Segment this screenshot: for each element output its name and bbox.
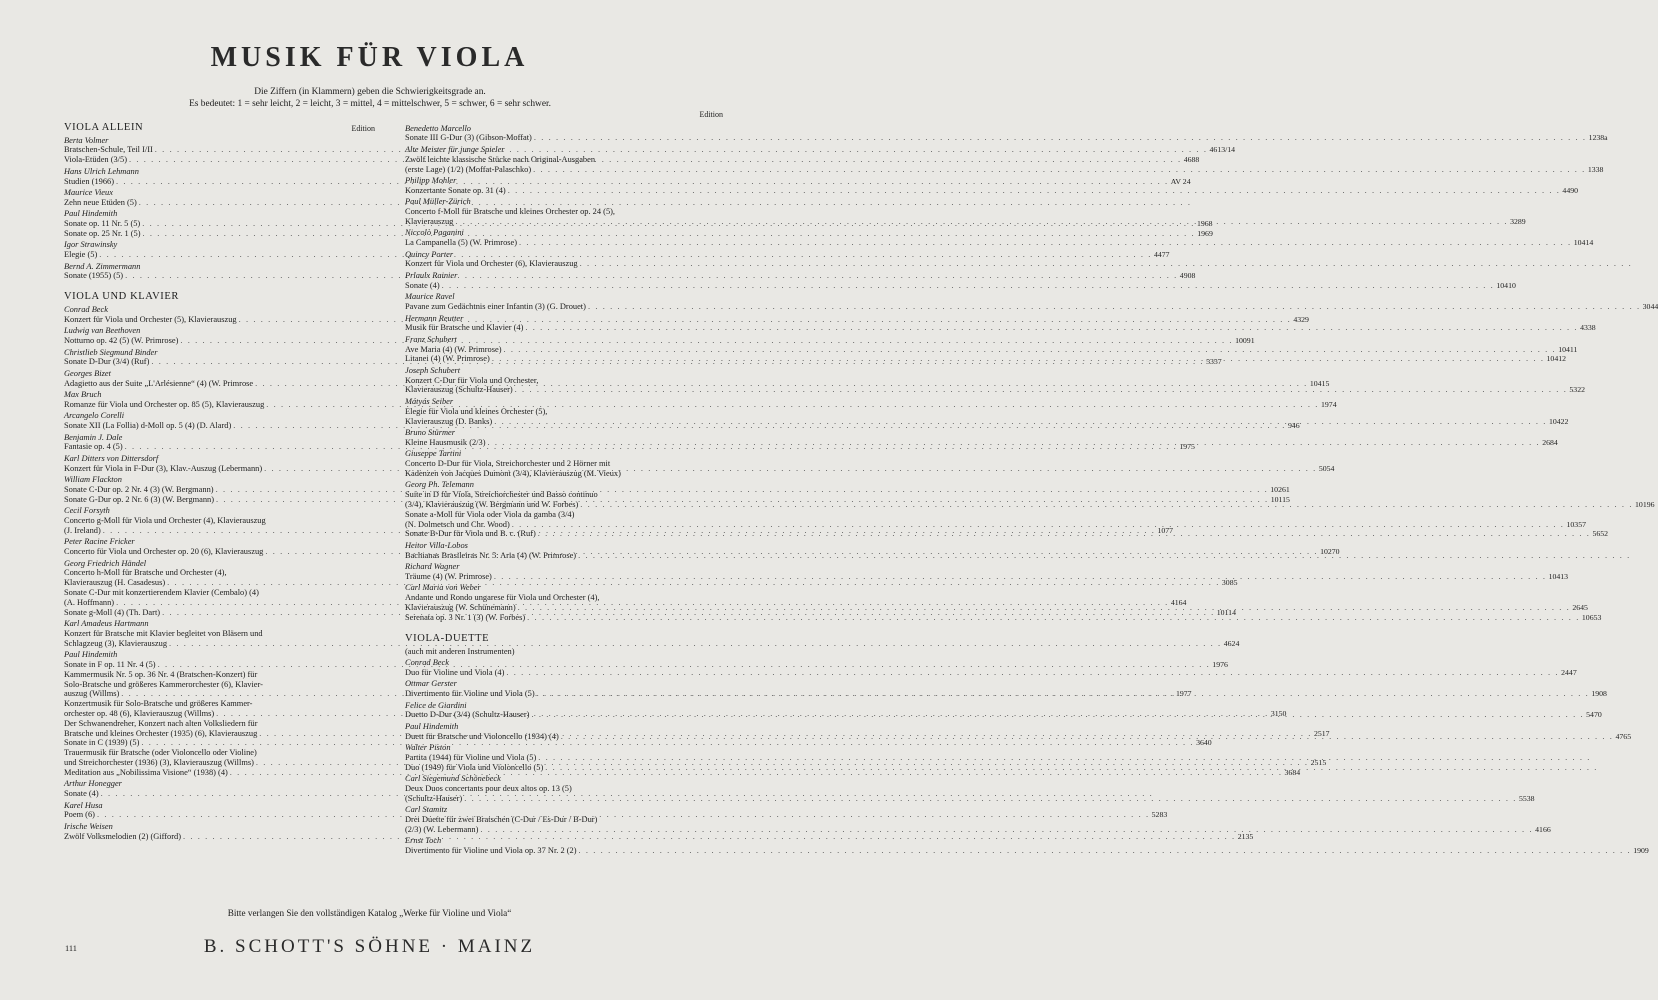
composer-name: Niccolò Paganini xyxy=(405,228,464,238)
work-line xyxy=(64,588,375,598)
work-line xyxy=(405,323,1596,333)
composer-name: Arthur Honegger xyxy=(64,779,122,789)
dot-leader xyxy=(536,753,1593,763)
edition-label-right: Edition xyxy=(699,110,723,119)
work-line xyxy=(64,198,375,208)
work-line xyxy=(405,155,711,165)
work-title: Kadenzen von Jacques Dumont (3/4), Klavierauszug (M. Vieux) xyxy=(405,468,621,478)
composer-name: Georg Ph. Telemann xyxy=(405,480,474,490)
dot-leader xyxy=(490,354,1547,364)
work-title: Concerto für Viola und Orchester op. 20 (6), Klavierauszug xyxy=(64,547,264,557)
work-line xyxy=(405,385,1585,395)
dot-leader xyxy=(513,385,1570,395)
edition-number: 4164 xyxy=(1170,597,1187,607)
edition-number: 1908 xyxy=(1591,689,1607,699)
work-title: Zehn neue Etüden (5) xyxy=(64,197,137,207)
work-title: Drei Duette für zwei Bratschen (C-Dur / Es-Dur / B-Dur) xyxy=(405,815,598,825)
edition-number: 4490 xyxy=(1562,185,1579,195)
dot-leader xyxy=(578,500,1635,510)
edition-number: 5652 xyxy=(1592,529,1609,539)
edition-number: 10196 xyxy=(1635,500,1655,509)
composer-name: Berta Volmer xyxy=(64,135,109,145)
work-line xyxy=(64,670,375,680)
edition-label: Edition xyxy=(351,124,375,134)
edition-number: 4338 xyxy=(1580,323,1596,333)
edition-number: 10091 xyxy=(1235,336,1255,346)
composer-name: Paul Hindemith xyxy=(405,721,459,731)
edition-number: 5357 xyxy=(1206,357,1222,367)
edition-number: 1968 xyxy=(1196,219,1213,229)
edition-number: 10414 xyxy=(1573,238,1594,248)
catalog-entry xyxy=(405,562,1569,582)
page-number: 111 xyxy=(65,944,77,953)
work-title: (erste Lage) (1/2) (Moffat-Palaschko) xyxy=(405,164,532,174)
work-line xyxy=(405,846,1649,856)
dot-leader xyxy=(462,794,1519,804)
work-title: Zwölf Volksmelodien (2) (Gifford) xyxy=(64,831,181,841)
work-title: Sonate op. 25 Nr. 1 (5) xyxy=(64,228,141,238)
work-line xyxy=(405,459,711,469)
dot-leader xyxy=(492,572,1549,582)
dot-leader xyxy=(516,603,1573,613)
edition-number: 10261 xyxy=(1270,485,1290,495)
composer-name: Ludwig van Beethoven xyxy=(64,326,141,336)
edition-number: 1977 xyxy=(1175,689,1192,699)
work-title: Fantasie op. 4 (5) xyxy=(64,442,123,452)
work-title: Suite in D für Viola, Streichorchester und Basso continuo xyxy=(405,490,598,500)
composer-name: Franz Schubert xyxy=(405,334,457,344)
work-title: Ave Maria (4) (W. Primrose) xyxy=(405,344,502,354)
intro-line-1: Die Ziffern (in Klammern) geben die Schwierigkeitsgrade an. xyxy=(254,87,486,97)
composer-name: Carl Stamitz xyxy=(405,805,448,815)
work-title: Klavierauszug (W. Schünemann) xyxy=(405,603,516,613)
work-title: Sonate (4) xyxy=(405,280,440,290)
edition-number: 4765 xyxy=(1615,731,1632,741)
work-title: Poem (6) xyxy=(64,810,95,820)
work-title: auszug (Willms) xyxy=(64,689,120,699)
work-title: Kammermusik Nr. 5 op. 36 Nr. 4 (Bratschen-Konzert) für xyxy=(64,669,258,679)
work-title: Divertimento für Violine und Viola op. 37 Nr. 2 (2) xyxy=(405,846,577,856)
composer-name: Paul Hindemith xyxy=(64,209,118,219)
work-title: Duo für Violine und Viola (4) xyxy=(405,667,505,677)
composer-name: Paul Müller-Zürich xyxy=(405,197,471,207)
dot-leader xyxy=(543,763,1600,773)
composer-name: Conrad Beck xyxy=(64,304,108,314)
section-title-viola-klavier: VIOLA UND KLAVIER xyxy=(64,291,179,303)
composer-name: Quincy Porter xyxy=(405,249,454,259)
work-title: Konzertmusik für Solo-Bratsche und größeres Kammer- xyxy=(64,699,253,709)
work-title: Romanze für Viola und Orchester op. 85 (5), Klavierauszug xyxy=(64,399,265,409)
catalog-notice: Bitte verlangen Sie den vollständigen Katalog „Werke für Violine und Viola“ xyxy=(227,908,512,918)
edition-number: 5470 xyxy=(1586,710,1602,720)
composer-name: Hermann Reutter xyxy=(405,313,464,323)
work-line xyxy=(405,259,711,269)
composer-name: Giuseppe Tartini xyxy=(405,449,462,459)
work-title: Concerto g-Moll für Viola und Orchester (4), Klavierauszug xyxy=(64,516,266,526)
work-title: Klavierauszug xyxy=(405,216,454,226)
dot-leader xyxy=(502,345,1559,355)
composer-name: Arcangelo Corelli xyxy=(64,411,125,421)
composer-name: Benjamin J. Dale xyxy=(64,432,123,442)
dot-leader xyxy=(510,520,1567,530)
dot-leader xyxy=(492,417,1549,427)
work-title: Konzertante Sonate op. 31 (4) xyxy=(405,185,506,195)
composer-name: Felice de Giardini xyxy=(405,700,467,710)
edition-number: 4613/14 xyxy=(1209,145,1236,155)
work-line xyxy=(405,469,711,479)
edition-number: 946 xyxy=(1287,421,1300,431)
work-title: Sonate G-Dur op. 2 Nr. 6 (3) (W. Bergmann) xyxy=(64,494,215,504)
edition-number: 10115 xyxy=(1270,494,1290,504)
work-line xyxy=(405,490,711,500)
work-line xyxy=(405,280,1516,291)
dot-leader xyxy=(523,323,1580,333)
intro-text xyxy=(60,87,680,110)
composer-name: Heitor Villa-Lobos xyxy=(405,540,468,550)
work-title: Elegie für Viola und kleines Orchester (5), xyxy=(405,406,548,416)
work-title: Concerto h-Moll für Bratsche und Orchester (4), xyxy=(64,568,227,578)
dot-leader xyxy=(559,732,1616,742)
work-title: Sonate (1955) (5) xyxy=(64,271,124,281)
work-line xyxy=(405,500,1655,510)
composer-name: Carl Siegemund Schönebeck xyxy=(405,774,501,784)
work-title: Sonate in F op. 11 Nr. 4 (5) xyxy=(64,660,156,669)
work-title: Meditation aus „Nobilissima Visione“ (1938) (4) xyxy=(64,767,228,777)
edition-number: 1975 xyxy=(1179,442,1195,452)
edition-number: 10357 xyxy=(1566,519,1586,529)
edition-number: 1238a xyxy=(1588,133,1608,143)
work-line xyxy=(405,164,1604,175)
composer-name: Carl Maria von Weber xyxy=(405,583,481,593)
work-line xyxy=(64,748,375,758)
work-line xyxy=(405,302,1658,312)
work-title: Sonate in C (1939) (5) xyxy=(64,738,140,748)
work-title: Sonate (4) xyxy=(64,789,99,799)
work-title: Sonate g-Moll (4) (Th. Dart) xyxy=(64,607,161,617)
work-title: Viola-Etüden (3/5) xyxy=(64,155,127,165)
dot-leader xyxy=(535,689,1592,699)
work-line xyxy=(64,719,375,729)
edition-number: AV 24 xyxy=(1170,176,1191,186)
dot-leader xyxy=(440,281,1497,291)
edition-number: 10413 xyxy=(1548,571,1569,581)
edition-number: 3289 xyxy=(1510,216,1526,226)
work-title: La Campanella (5) (W. Primrose) xyxy=(405,238,518,248)
edition-number: 2515 xyxy=(1310,757,1327,767)
work-title: Sonate D-Dur (3/4) (Ruf) xyxy=(64,357,150,367)
composer-name: Walter Piston xyxy=(405,743,451,753)
work-line xyxy=(405,593,711,603)
edition-number: 10422 xyxy=(1548,416,1569,426)
edition-number: 1909 xyxy=(1633,846,1649,856)
catalog-entry xyxy=(64,188,375,208)
dot-leader xyxy=(532,133,1589,143)
work-line xyxy=(405,784,711,794)
edition-number: 3640 xyxy=(1196,738,1212,748)
dot-leader xyxy=(504,668,1561,678)
catalog-entry xyxy=(64,779,375,799)
work-line xyxy=(405,238,1594,248)
edition-number: 5322 xyxy=(1569,385,1585,395)
composer-name: Georg Friedrich Händel xyxy=(64,558,147,568)
dot-leader xyxy=(536,529,1593,539)
work-title: (3/4), Klavierauszug (W. Bergmann und W. Forbes) xyxy=(405,500,579,509)
work-title: Duett für Bratsche und Violoncello (1934) (4) xyxy=(405,731,559,741)
dot-leader xyxy=(586,302,1643,312)
work-title: Konzert für Viola und Orchester (5), Klavierauszug xyxy=(64,314,237,324)
dot-leader xyxy=(453,217,1510,227)
composer-name: Richard Wagner xyxy=(405,562,460,572)
work-line xyxy=(405,185,1579,196)
work-line xyxy=(64,789,375,799)
edition-number: 3150 xyxy=(1270,708,1287,718)
composer-name: Max Bruch xyxy=(64,390,102,400)
work-title: Andante und Rondo ungarese für Viola und Orchester (4), xyxy=(405,593,600,603)
composer-name: Igor Strawinsky xyxy=(64,240,118,250)
work-line xyxy=(405,344,1578,355)
work-line xyxy=(64,680,375,690)
composer-name: Prlaulx Rainier xyxy=(405,270,458,280)
work-title: Konzert für Viola in F-Dur (3), Klav.-Auszug (Lebermann) xyxy=(64,463,263,473)
catalog-entry xyxy=(405,774,1535,803)
work-title: (A. Hoffmann) xyxy=(64,597,115,607)
work-title: und Streichorchester (1936) (3), Klavierauszug (Willms) xyxy=(64,757,254,767)
edition-number: 1974 xyxy=(1321,399,1337,409)
work-title: Der Schwanendreher, Konzert nach alten Volksliedern für xyxy=(64,718,258,728)
composer-name: Hans Ulrich Lehmann xyxy=(64,166,139,176)
composer-name: Maurice Ravel xyxy=(405,292,455,302)
work-line xyxy=(405,815,711,825)
dot-leader xyxy=(577,846,1634,856)
catalog-entry xyxy=(405,449,711,478)
work-title: Konzert C-Dur für Viola und Orchester, xyxy=(405,375,539,385)
work-title: Trauermusik für Bratsche (oder Violoncello oder Violine) xyxy=(64,748,257,758)
section-header-viola-allein xyxy=(64,122,375,134)
dot-leader xyxy=(478,825,1535,835)
work-title: Sonate C-Dur mit konzertierendem Klavier (Cembalo) (4) xyxy=(64,588,259,598)
work-line xyxy=(405,763,711,773)
dot-leader xyxy=(529,710,1586,720)
work-line xyxy=(405,551,711,561)
work-line xyxy=(405,667,1577,678)
composer-name: Karel Husa xyxy=(64,800,103,810)
work-title: (2/3) (W. Lebermann) xyxy=(405,824,479,834)
work-title: Adagietto aus der Suite „L'Arlésienne“ (4) (W. Primrose xyxy=(64,378,254,388)
composer-name: Mátyás Seiber xyxy=(405,396,454,406)
work-title: orchester op. 48 (6), Klavierauszug (Willms) xyxy=(64,708,215,718)
edition-number: 1338 xyxy=(1587,164,1604,174)
catalog-entry xyxy=(405,743,711,772)
work-line xyxy=(405,824,1551,835)
dot-leader xyxy=(214,485,1271,495)
composer-name: Karl Amadeus Hartmann xyxy=(64,619,149,629)
edition-number: 10412 xyxy=(1546,354,1567,364)
dot-leader xyxy=(517,238,1574,248)
edition-number: 2684 xyxy=(1542,437,1558,447)
work-line xyxy=(64,629,375,639)
work-title: Partita (1944) für Violine und Viola (5) xyxy=(405,753,537,763)
edition-number: 4477 xyxy=(1153,250,1170,260)
work-line xyxy=(405,793,1535,804)
edition-number: 1077 xyxy=(1157,525,1174,535)
edition-number: 10411 xyxy=(1558,344,1578,354)
work-title: (J. Ireland) xyxy=(64,525,101,535)
composer-name: Cecil Forsyth xyxy=(64,506,110,516)
composer-name: Irische Weisen xyxy=(64,821,113,831)
edition-number: 2135 xyxy=(1237,831,1254,841)
work-title: Sonate B-Dur für Viola und B. c. (Ruf) xyxy=(405,529,536,539)
edition-number: 5283 xyxy=(1151,810,1168,820)
work-line xyxy=(405,753,711,763)
work-title: Deux Duos concertants pour deux altos op. 13 (5) xyxy=(405,784,572,794)
page-title: MUSIK FÜR VIOLA xyxy=(210,42,529,73)
work-title: Duo (1949) für Viola und Violoncello (5) xyxy=(405,762,544,772)
work-title: Zwölf leichte klassische Stücke nach Original-Ausgaben xyxy=(405,154,596,164)
section-title-viola-duette: VIOLA-DUETTE xyxy=(405,632,490,644)
work-title: Klavierauszug (Schultz-Hauser) xyxy=(405,385,513,395)
work-title: Studien (1966) xyxy=(64,176,115,186)
work-line xyxy=(405,133,1608,143)
composer-name: Ottmar Gerster xyxy=(405,679,457,689)
composer-name: Joseph Schubert xyxy=(405,365,461,375)
composer-name: Alte Meister für junge Spieler xyxy=(405,144,505,154)
composer-name: Paul Hindemith xyxy=(64,650,118,660)
edition-number: 4688 xyxy=(1183,155,1200,165)
work-title: Sonate XII (La Follia) d-Moll op. 5 (4) (D. Alard) xyxy=(64,421,232,431)
work-line xyxy=(405,510,711,520)
work-title: Sonate C-Dur op. 2 Nr. 4 (3) (W. Bergmann) xyxy=(64,485,214,495)
dot-leader xyxy=(525,613,1582,623)
composer-name: Karl Ditters von Dittersdorf xyxy=(64,453,159,463)
edition-number: 10415 xyxy=(1309,378,1330,388)
work-title: Divertimento für Violine und Viola (5) xyxy=(405,689,535,699)
composer-name: Philipp Mohler xyxy=(405,176,457,186)
edition-number: 10410 xyxy=(1496,280,1516,290)
edition-number: 2447 xyxy=(1561,667,1577,677)
work-title: Sonate op. 11 Nr. 5 (5) xyxy=(64,219,141,229)
work-title: Klavierauszug (H. Casadesus) xyxy=(64,578,166,588)
edition-number: 5054 xyxy=(1318,463,1335,473)
work-title: Bratsche und kleines Orchester (1935) (6), Klavierauszug xyxy=(64,728,258,738)
edition-number: 5538 xyxy=(1518,793,1535,803)
dot-leader xyxy=(506,186,1563,196)
composer-name: Benedetto Marcello xyxy=(405,123,471,133)
composer-name: Bruno Stürmer xyxy=(405,428,456,438)
edition-number: 1976 xyxy=(1212,660,1228,669)
edition-number: 10270 xyxy=(1320,547,1340,557)
edition-number: 3684 xyxy=(1284,767,1301,777)
work-line xyxy=(405,571,1569,582)
dot-leader xyxy=(578,259,1635,269)
edition-number: 4624 xyxy=(1223,638,1240,648)
edition-number: 4166 xyxy=(1535,824,1551,834)
work-title: (Schultz-Hauser) xyxy=(405,793,463,803)
composer-name: Maurice Vieux xyxy=(64,188,113,198)
composer-name: William Flackton xyxy=(64,475,122,485)
work-line xyxy=(64,699,375,709)
intro-line-2: Es bedeutet: 1 = sehr leicht, 2 = leicht, 3 = mittel, 4 = mittelschwer, 5 = schwer, 6 = sehr schwer. xyxy=(189,98,551,109)
section-title-viola-allein: VIOLA ALLEIN xyxy=(64,122,144,133)
work-title: Concerto f-Moll für Bratsche und kleines Orchester op. 24 (5), xyxy=(405,207,616,217)
work-line xyxy=(64,568,375,578)
work-title: Klavierauszug (D. Banks) xyxy=(405,416,493,426)
work-title: Sonate a-Moll für Viola oder Viola da gamba (3/4) xyxy=(405,509,575,519)
work-line xyxy=(405,207,711,217)
work-title: Bratschen-Schule, Teil I/II xyxy=(64,145,153,155)
work-title: Notturno op. 42 (5) (W. Primrose) xyxy=(64,336,179,346)
catalog-entry xyxy=(405,292,1658,312)
edition-number: 4329 xyxy=(1293,314,1309,324)
work-title: Litanei (4) (W. Primrose) xyxy=(405,354,490,364)
work-title: Sonate III G-Dur (3) (Gibson-Moffat) xyxy=(405,133,532,143)
catalog-entry xyxy=(405,123,1608,144)
edition-number: 4908 xyxy=(1179,271,1196,281)
work-line xyxy=(64,516,375,526)
work-title: Träume (4) (W. Primrose) xyxy=(405,571,492,581)
edition-number: 2645 xyxy=(1572,603,1588,613)
dot-leader xyxy=(485,438,1542,448)
dot-leader xyxy=(531,165,1588,175)
work-title: Duetto D-Dur (3/4) (Schultz-Hauser) xyxy=(405,710,530,720)
section-subtitle-viola-duette: (auch mit anderen Instrumenten) xyxy=(405,646,515,656)
work-title: Pavane zum Gedächtnis einer Infantin (3) (G. Drouet) xyxy=(405,302,586,312)
work-title: Kleine Hausmusik (2/3) xyxy=(405,437,486,447)
work-title: Konzert für Viola und Orchester (6), Klavierauszug xyxy=(405,259,578,269)
composer-name: Bernd A. Zimmermann xyxy=(64,261,141,271)
work-title: Solo-Bratsche und größeres Kammerorchester (6), Klavier- xyxy=(64,679,263,689)
edition-number: 3044 xyxy=(1642,302,1658,312)
composer-name: Ernst Toch xyxy=(405,836,442,846)
publisher-name: B. SCHOTT'S SÖHNE · MAINZ xyxy=(203,936,536,957)
work-title: Musik für Bratsche und Klavier (4) xyxy=(405,323,524,333)
work-title: Serenata op. 3 Nr. 1 (3) (W. Forbes) xyxy=(405,612,526,622)
work-title: Konzert für Bratsche mit Klavier begleitet von Bläsern und xyxy=(64,628,263,638)
dot-leader xyxy=(576,551,1633,561)
work-title: Concerto D-Dur für Viola, Streichorchester und 2 Hörner mit xyxy=(405,459,611,469)
section-header-viola-klavier xyxy=(64,291,375,303)
composer-name: Peter Racine Fricker xyxy=(64,537,135,547)
catalog-entry xyxy=(405,250,711,270)
composer-name: Conrad Beck xyxy=(405,658,449,668)
edition-number: 1969 xyxy=(1197,228,1213,238)
work-line xyxy=(405,407,711,417)
work-title: Bachianas Brasileiras Nr. 5: Aria (4) (W. Primrose) xyxy=(405,550,577,560)
edition-number: 10114 xyxy=(1216,607,1236,617)
composer-name: Georges Bizet xyxy=(64,368,111,378)
composer-name: Christlieb Siegmund Binder xyxy=(64,347,158,357)
edition-number: 3085 xyxy=(1221,578,1238,588)
edition-number: 2517 xyxy=(1313,728,1330,738)
work-title: Schlagzeug (3), Klavierauszug xyxy=(64,638,168,648)
edition-number: 10653 xyxy=(1581,612,1602,622)
work-line xyxy=(405,376,711,386)
catalog-entry xyxy=(405,541,711,561)
work-title: Elegie (5) xyxy=(64,250,98,260)
work-title: (N. Dolmetsch und Chr. Wood) xyxy=(405,519,510,529)
